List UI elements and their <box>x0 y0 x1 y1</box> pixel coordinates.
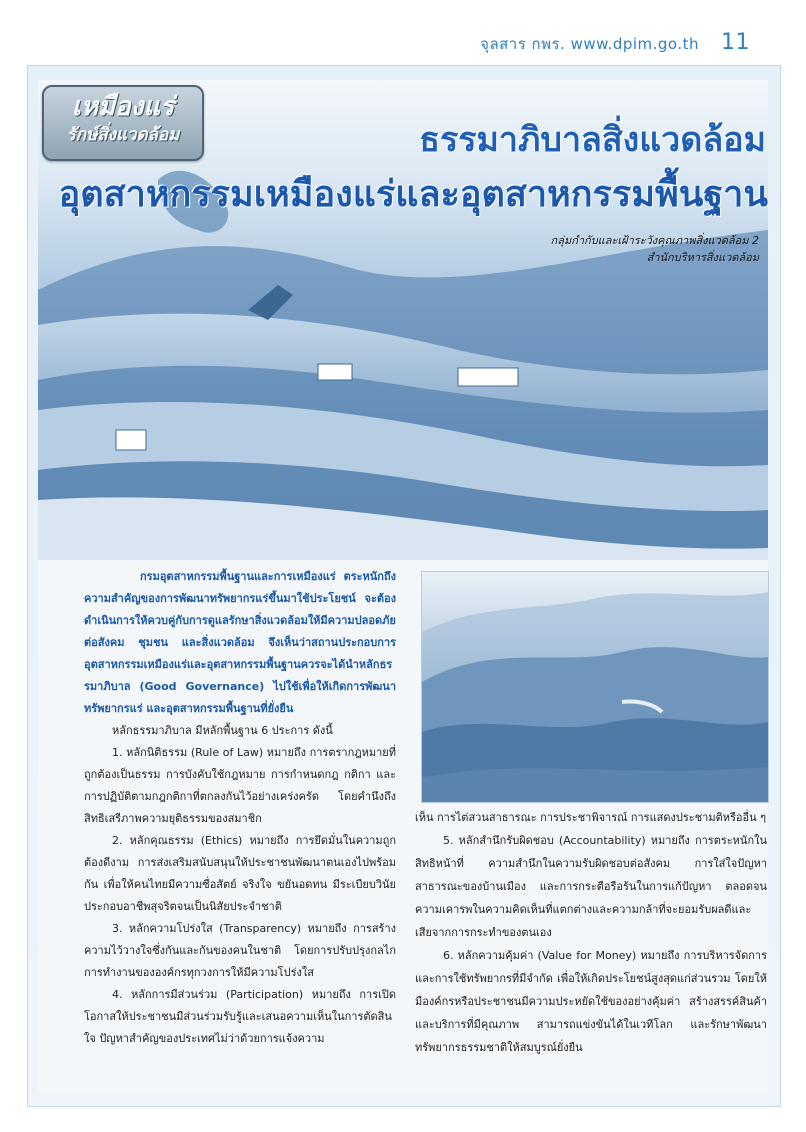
journal-name: จุลสาร กพร. www.dpim.go.th <box>480 35 699 53</box>
bulldozer-shape <box>116 430 146 450</box>
article-title-line-2: อุตสาหกรรมเหมืองแร่และอุตสาหกรรมพื้นฐาน <box>58 174 768 215</box>
principle-ethics: 2. หลักคุณธรรม (Ethics) หมายถึง การยึดมั่นในความถูกต้องดีงาม การส่งเสริมสนับสนุนให้ประชาชนพัฒนาตนเองไปพร้อมกัน เพื่อให้คนไทยมีความซื่อสัตย์ จริงใจ ขยันอดทน มีระเบียบวินัย ประกอบอาชีพสุจริตจนเป็นนิสัยประจำชาติ <box>84 834 396 913</box>
intro-paragraph: กรมอุตสาหกรรมพื้นฐานและการเหมืองแร่ ตระหนักถึงความสำคัญของการพัฒนาทรัพยากรแร่ขึ้นมาใช้ประโยชน์ จะต้องดำเนินการให้ควบคู่กับการดูแลรักษาสิ่งแวดล้อมให้มีความปลอดภัยต่อสังคม ชุมชน และสิ่งแวดล้อม จึงเห็นว่าสถานประกอบการอุตสาหกรรมเหมืองแร่และอุตสาหกรรมพื้นฐานควรจะได้นำหลักธรรมาภิบาล (Good Governance) ไปใช้เพื่อให้เกิดการพัฒนาทรัพยากรแร่ และอุตสาหกรรมพื้นฐานที่ยั่งยืน <box>84 570 396 715</box>
participation-continued: เห็น การไต่สวนสาธารณะ การประชาพิจารณ์ การแสดงประชามติหรืออื่น ๆ <box>415 811 767 824</box>
left-column <box>84 566 396 1050</box>
mountain-photo <box>421 571 769 803</box>
article-title-line-1: ธรรมาภิบาลสิ่งแวดล้อม <box>419 120 766 160</box>
principle-participation: 4. หลักการมีส่วนร่วม (Participation) หมายถึง การเปิดโอกาสให้ประชาชนมีส่วนร่วมรับรู้และเสนอความเห็นในการตัดสินใจ ปัญหาสำคัญของประเทศไม่ว่าด้วยการแจ้งความ <box>84 988 396 1045</box>
truck-shape <box>318 364 352 380</box>
principles-heading: หลักธรรมาภิบาล มีหลักพื้นฐาน 6 ประการ ดังนี้ <box>112 724 333 737</box>
principle-accountability: 5. หลักสำนึกรับผิดชอบ (Accountability) หมายถึง การตระหนักในสิทธิหน้าที่ ความสำนึกในความรับผิดชอบต่อสังคม การใส่ใจปัญหาสาธารณะของบ้านเมือง และการกระตือรือร้นในการแก้ปัญหา ตลอดจนความเคารพในความคิดเห็นที่แตกต่างและความกล้าที่จะยอมรับผลดีและเสียจากการกระทำของตนเอง <box>415 834 767 939</box>
byline-line-1: กลุ่มกำกับและเฝ้าระวังคุณภาพสิ่งแวดล้อม 2 <box>550 234 759 247</box>
mountain-illustration <box>422 572 768 802</box>
logo-line-1: เหมืองแร่ <box>71 92 175 122</box>
principle-rule-of-law: 1. หลักนิติธรรม (Rule of Law) หมายถึง การตรากฎหมายที่ถูกต้องเป็นธรรม การบังคับใช้กฎหมาย การกำหนดกฎ กติกา และการปฏิบัติตามกฎกติกาที่ตกลงกันไว้อย่างเคร่งครัด โดยคำนึงถึงสิทธิเสรีภาพความยุติธรรมของสมาชิก <box>84 746 396 825</box>
page-header <box>480 30 750 56</box>
byline <box>551 232 759 266</box>
section-logo <box>42 85 204 161</box>
byline-line-2: สำนักบริหารสิ่งแวดล้อม <box>646 251 759 264</box>
page-number: 11 <box>721 30 750 55</box>
truck-shape <box>458 368 518 386</box>
principle-value-for-money: 6. หลักความคุ้มค่า (Value for Money) หมายถึง การบริหารจัดการและการใช้ทรัพยากรที่มีจำกัด เพื่อให้เกิดประโยชน์สูงสุดแก่ส่วนรวม โดยให้มืองค์กรหรือประชาชนมีความประหยัดใช้ของอย่างคุ้มค่า สร้างสรรค์สินค้าและบริการที่มีคุณภาพ สามารถแข่งขันได้ในเวทีโลก และรักษาพัฒนาทรัพยากรธรรมชาติให้สมบูรณ์ยั่งยืน <box>415 949 767 1054</box>
logo-line-2: รักษ์สิ่งแวดล้อม <box>66 125 180 145</box>
principle-transparency: 3. หลักความโปร่งใส (Transparency) หมายถึง การสร้างความไว้วางใจซึ่งกันและกันของคนในชาติ โดยการปรับปรุงกลไกการทำงานขององค์กรทุกวงการให้มีความโปร่งใส <box>84 922 396 979</box>
right-column <box>415 806 767 1059</box>
